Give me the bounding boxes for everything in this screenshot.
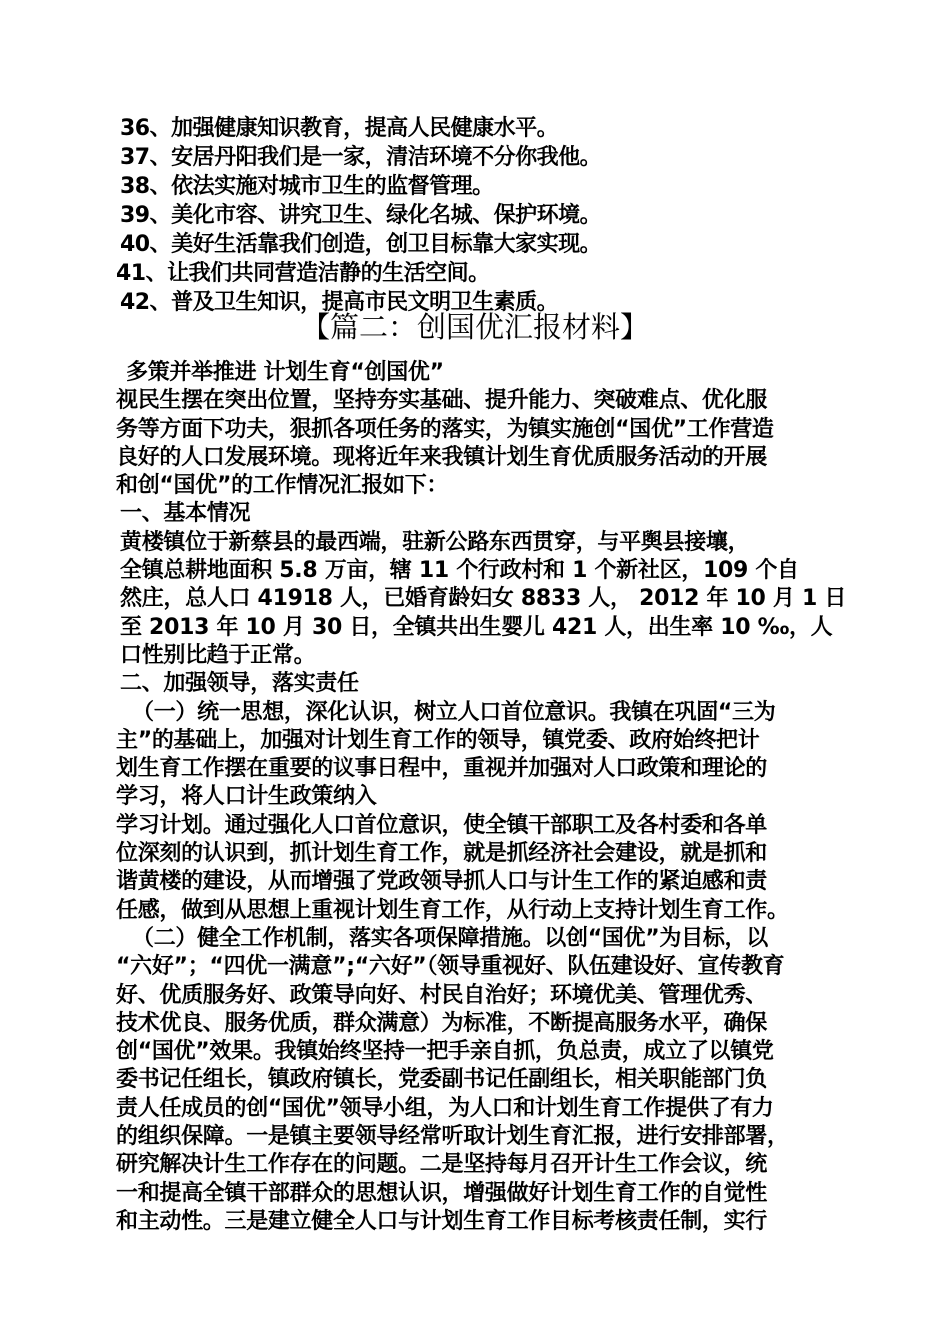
paragraph-line: 学习计划。通过强化人口首位意识，使全镇干部职工及各村委和各单 (116, 812, 768, 838)
paragraph-line: 的组织保障。一是镇主要领导经常听取计划生育汇报，进行安排部署， (116, 1124, 789, 1150)
slogan-item: 37、安居丹阳我们是一家，清洁环境不分你我他。 (120, 145, 602, 170)
paragraph-line: 一和提高全镇干部群众的思想认识，增强做好计划生育工作的自觉性 (116, 1180, 768, 1206)
paragraph-line: 委书记任组长，镇政府镇长，党委副书记任副组长，相关职能部门负 (116, 1067, 768, 1093)
slogan-item: 42、普及卫生知识，提高市民文明卫生素质。 (120, 290, 559, 315)
paragraph-line: 好、优质服务好、政策导向好、村民自治好；环境优美、管理优秀、 (116, 982, 768, 1008)
paragraph-line: 学习，将人口计生政策纳入 (116, 784, 377, 810)
paragraph-line: 责人任成员的创“国优”领导小组，为人口和计划生育工作提供了有力 (116, 1095, 774, 1121)
paragraph-line: 技术优良、服务优质，群众满意）为标准，不断提高服务水平，确保 (116, 1010, 768, 1036)
slogan-item: 41、让我们共同营造洁静的生活空间。 (116, 261, 490, 286)
subsection-heading: （二）健全工作机制，落实各项保障措施。以创“国优”为目标，以 (132, 925, 768, 951)
paragraph-line: 创“国优”效果。我镇始终坚持一把手亲自抓，负总责，成立了以镇党 (116, 1039, 774, 1065)
slogan-item: 40、美好生活靠我们创造，创卫目标靠大家实现。 (120, 232, 602, 257)
paragraph-line: “六好”；“四优一满意”;“六好”（领导重视好、队伍建设好、宣传教育 (116, 954, 785, 980)
section-heading: 二、加强领导，落实责任 (120, 671, 359, 697)
paragraph-line: 划生育工作摆在重要的议事日程中，重视并加强对人口政策和理论的 (116, 756, 768, 782)
slogan-item: 39、美化市容、讲究卫生、绿化名城、保护环境。 (120, 203, 602, 228)
paragraph-line: 口性别比趋于正常。 (120, 642, 316, 668)
paragraph-line: 黄楼镇位于新蔡县的最西端，驻新公路东西贯穿，与平舆县接壤， (120, 529, 750, 555)
report-heading: 多策并举推进 计划生育“创国优” (126, 360, 444, 385)
paragraph-line: 任感，做到从思想上重视计划生育工作，从行动上支持计划生育工作。 (116, 897, 789, 923)
paragraph-line: 然庄，总人口 41918 人，已婚育龄妇女 8833 人， 2012 年 10 月 1 日 (120, 586, 847, 612)
paragraph-line: 全镇总耕地面积 5.8 万亩，辖 11 个行政村和 1 个新社区，109 个自 (120, 558, 799, 584)
report-body (116, 359, 847, 1236)
paragraph-line: 至 2013 年 10 月 30 日，全镇共出生婴儿 421 人，出生率 10 ‰，人 (120, 614, 833, 640)
paragraph-line: 良好的人口发展环境。现将近年来我镇计划生育优质服务活动的开展 (116, 444, 768, 470)
paragraph-line: 谐黄楼的建设，从而增强了党政领导抓人口与计生工作的紧迫感和责 (116, 869, 768, 895)
section-heading: 一、基本情况 (120, 501, 251, 527)
section-title: 【篇二：创国优汇报材料】 (300, 310, 649, 344)
paragraph-line: 和创“国优”的工作情况汇报如下： (116, 473, 449, 499)
subsection-heading: （一）统一思想，深化认识，树立人口首位意识。我镇在巩固“三为 (132, 699, 776, 725)
slogan-item: 36、加强健康知识教育，提高人民健康水平。 (120, 116, 559, 141)
paragraph-line: 视民生摆在突出位置，坚持夯实基础、提升能力、突破难点、优化服 (116, 388, 768, 414)
paragraph-line: 主”的基础上，加强对计划生育工作的领导，镇党委、政府始终把计 (116, 727, 760, 753)
paragraph-line: 研究解决计生工作存在的问题。二是坚持每月召开计生工作会议，统 (116, 1152, 768, 1178)
slogan-list (116, 114, 836, 317)
slogan-item: 38、依法实施对城市卫生的监督管理。 (120, 174, 494, 199)
paragraph-line: 位深刻的认识到，抓计划生育工作，就是抓经济社会建设，就是抓和 (116, 841, 768, 867)
paragraph-line: 务等方面下功夫，狠抓各项任务的落实，为镇实施创“国优”工作营造 (116, 416, 774, 442)
paragraph-line: 和主动性。三是建立健全人口与计划生育工作目标考核责任制，实行 (116, 1208, 768, 1234)
